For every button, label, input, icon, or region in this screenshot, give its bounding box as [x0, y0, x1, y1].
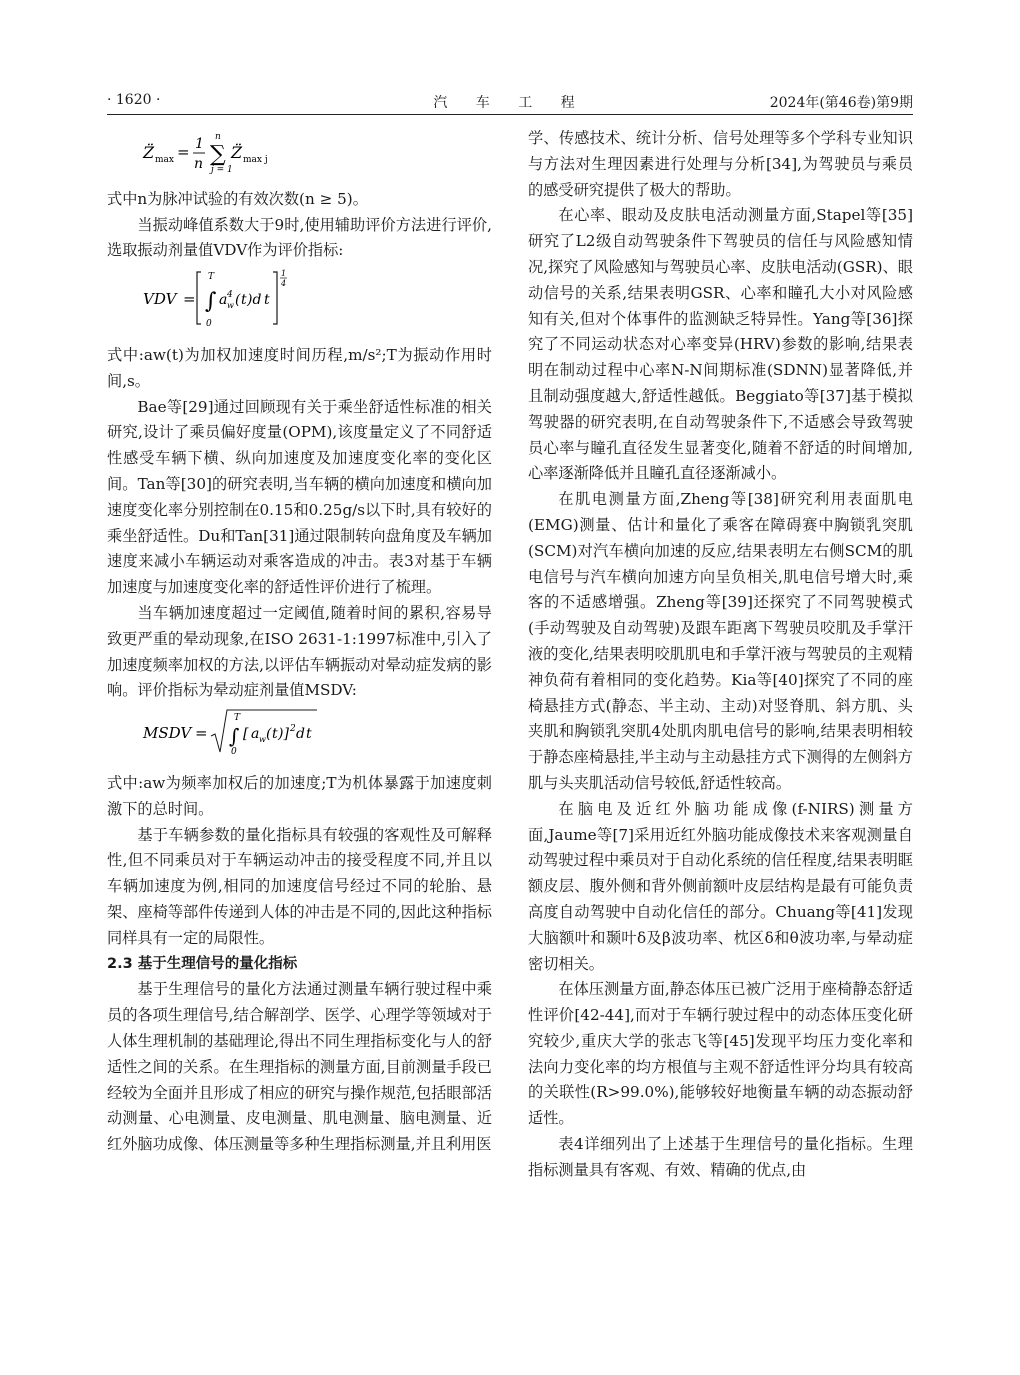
- svg-text:j = 1: j = 1: [211, 165, 233, 174]
- svg-text:a: a: [219, 292, 228, 309]
- formula-vdv: [107, 266, 492, 339]
- journal-title: 汽 车 工 程: [433, 95, 587, 111]
- formula1-note: 式中n为脉冲试验的有效次数(n ≥ 5)。: [107, 189, 368, 208]
- formula2-note: 式中:aw(t)为加权加速度时间历程,m/s²;T为振动作用时间,s。: [107, 345, 492, 390]
- svg-text:MSDV: MSDV: [143, 724, 192, 743]
- svg-text:2: 2: [290, 724, 296, 735]
- paragraph: 在体压测量方面,静态体压已被广泛用于座椅静态舒适性评价[42-44],而对于车辆行驶过程中的动态体压变化研究较少,重庆大学的张志飞等[45]发现平均压力变化率和法向力变化率的均方根值与主观不舒适性评分均具有较高的关联性(R>99.0%),能够较好地衡量车辆的动态振动舒适性。: [528, 980, 913, 1128]
- paragraph: 当车辆加速度超过一定阈值,随着时间的累积,容易导致更严重的晕动现象,在ISO 2631-1:1997标准中,引入了加速度频率加权的方法,以评估车辆振动对晕动症发病的影响。评价指标为晕动症剂量值MSDV:: [107, 603, 492, 700]
- paragraph: 在脑电及近红外脑功能成像(f-NIRS)测量方面,Jaume等[7]采用近红外脑功能成像技术来客观测量自动驾驶过程中乘员对于自动化系统的信任程度,结果表明眶额皮层、腹外侧和背外侧前额叶皮层结构是最有可能负责高度自动驾驶中自动化信任的部分。Chuang等[41]发现大脑额叶和颞叶δ及β波功率、枕区δ和θ波功率,与晕动症密切相关。: [528, 799, 913, 973]
- svg-text:∫: ∫: [229, 724, 240, 749]
- svg-text:(: (: [235, 292, 241, 309]
- svg-text:w: w: [259, 735, 266, 745]
- svg-text:max j: max j: [243, 155, 268, 165]
- formula-zmax: [107, 128, 492, 183]
- svg-text:)]: )]: [278, 726, 289, 743]
- svg-text:4: 4: [227, 290, 233, 301]
- svg-text:max: max: [155, 155, 174, 165]
- svg-text:∑: ∑: [210, 142, 226, 167]
- svg-text:T: T: [208, 272, 215, 283]
- svg-text:0: 0: [206, 319, 212, 330]
- svg-text:=: =: [195, 724, 208, 743]
- paragraph: Bae等[29]通过回顾现有关于乘坐舒适性标准的相关研究,设计了乘员偏好度量(OPM),该度量定义了不同舒适性感受车辆下横、纵向加速度及加速度变化率的变化区间。Tan等[30]的研究表明,当车辆的横向加速度和横向加速度变化率分别控制在0.15和0.25g/s以下时,具有较好的乘坐舒适性。Du和Tan[31]通过限制转向盘角度及车辆加速度来减小车辆运动对乘客造成的冲击。表3对基于车辆加速度与加速度变化率的舒适性评价进行了梳理。: [107, 397, 492, 597]
- svg-text:=: =: [183, 290, 196, 309]
- svg-text:)d: )d: [247, 292, 262, 309]
- svg-text:=: =: [177, 143, 190, 161]
- svg-text:t: t: [306, 726, 312, 743]
- svg-text:n: n: [194, 156, 204, 172]
- svg-text:4: 4: [281, 279, 287, 289]
- svg-text:Z̈: Z̈: [231, 143, 243, 162]
- paragraph: 当振动峰值系数大于9时,使用辅助评价方法进行评价,选取振动剂量值VDV作为评价指标:: [107, 215, 492, 260]
- svg-text:VDV: VDV: [143, 290, 177, 309]
- paragraph: 学、传感技术、统计分析、信号处理等多个学科专业知识与方法对生理因素进行处理与分析[34],为驾驶员与乘员的感受研究提供了极大的帮助。: [528, 129, 913, 199]
- svg-text:t: t: [241, 292, 247, 309]
- svg-text:Z̈: Z̈: [143, 143, 155, 162]
- paragraph: 在肌电测量方面,Zheng等[38]研究利用表面肌电(EMG)测量、估计和量化了乘客在障碍赛中胸锁乳突肌(SCM)对汽车横向加速的反应,结果表明左右侧SCM的肌电信号与汽车横向加速方向呈负相关,肌电信号增大时,乘客的不适感增强。Zheng等[39]还探究了不同驾驶模式(手动驾驶及自动驾驶)及跟车距离下驾驶员咬肌及手掌汗液的变化,结果表明咬肌肌电和手掌汗液与驾驶员的主观精神负荷有着相同的变化趋势。Kia等[40]探究了不同的座椅悬挂方式(静态、半主动、主动)对竖脊肌、斜方肌、头夹肌和胸锁乳突肌4处肌肉肌电信号的影响,结果表明相较于静态座椅悬挂,半主动与主动悬挂方式下测得的左侧斜方肌与头夹肌活动信号较低,舒适性较高。: [528, 490, 913, 792]
- paragraph: 在心率、眼动及皮肤电活动测量方面,Stapel等[35]研究了L2级自动驾驶条件下驾驶员的信任与风险感知情况,探究了风险感知与驾驶员心率、皮肤电活动(GSR)、眼动信号的关系,结果表明GSR、心率和瞳孔大小对风险感知有关,但对个体事件的监测缺乏特异性。Yang等[36]探究了不同运动状态对心率变异(HRV)参数的影响,结果表明在制动过程中心率N-N间期标准(SDNN)显著降低,并且制动强度越大,舒适性越低。Beggiato等[37]基于模拟驾驶器的研究表明,在自动驾驶条件下,不适感会导致驾驶员心率与瞳孔直径发生显著变化,随着不舒适的时间增加,心率逐渐降低并且瞳孔直径逐渐减小。: [528, 206, 913, 483]
- paragraph: 表4详细列出了上述基于生理信号的量化指标。生理指标测量具有客观、有效、精确的优点,由: [528, 1135, 913, 1179]
- svg-text:T: T: [234, 713, 241, 724]
- svg-text:w: w: [227, 301, 234, 311]
- paragraph: 基于车辆参数的量化指标具有较强的客观性及可解释性,但不同乘员对于车辆运动冲击的接受程度不同,并且以车辆加速度为例,相同的加速度信号经过不同的轮胎、悬架、座椅等部件传递到人体的冲击是不同的,因此这种指标同样具有一定的局限性。: [107, 825, 492, 947]
- section-heading: 2.3 基于生理信号的量化指标: [107, 955, 298, 972]
- right-column: [528, 126, 913, 1184]
- page-header: [107, 92, 913, 115]
- formula-msdv: [107, 706, 492, 767]
- left-column: [107, 126, 492, 1158]
- svg-text:n: n: [215, 132, 221, 142]
- svg-text:t: t: [272, 726, 278, 743]
- svg-text:1: 1: [195, 136, 204, 152]
- formula3-note: 式中:aw为频率加权后的加速度;T为机体暴露于加速度刺激下的总时间。: [107, 773, 492, 818]
- svg-text:1: 1: [281, 269, 287, 279]
- svg-text:[: [: [243, 726, 249, 743]
- svg-text:t: t: [264, 292, 270, 309]
- svg-text:(: (: [266, 726, 272, 743]
- svg-text:d: d: [296, 726, 305, 743]
- svg-text:a: a: [251, 726, 260, 743]
- issue-info: 2024年(第46卷)第9期: [769, 95, 913, 111]
- svg-text:0: 0: [231, 747, 237, 758]
- page-number: · 1620 ·: [107, 92, 161, 108]
- paragraph: 基于生理信号的量化方法通过测量车辆行驶过程中乘员的各项生理信号,结合解剖学、医学、心理学等领域对于人体生理机制的基础理论,得出不同生理指标变化与人的舒适性之间的关系。在生理指标的测量方面,目前测量手段已经较为全面并且形成了相应的研究与操作规范,包括眼部活动测量、心电测量、皮电测量、肌电测量、脑电测量、近红外脑功成像、体压测量等多种生理指标测量,并且利用医: [107, 980, 492, 1154]
- svg-text:∫: ∫: [205, 289, 217, 315]
